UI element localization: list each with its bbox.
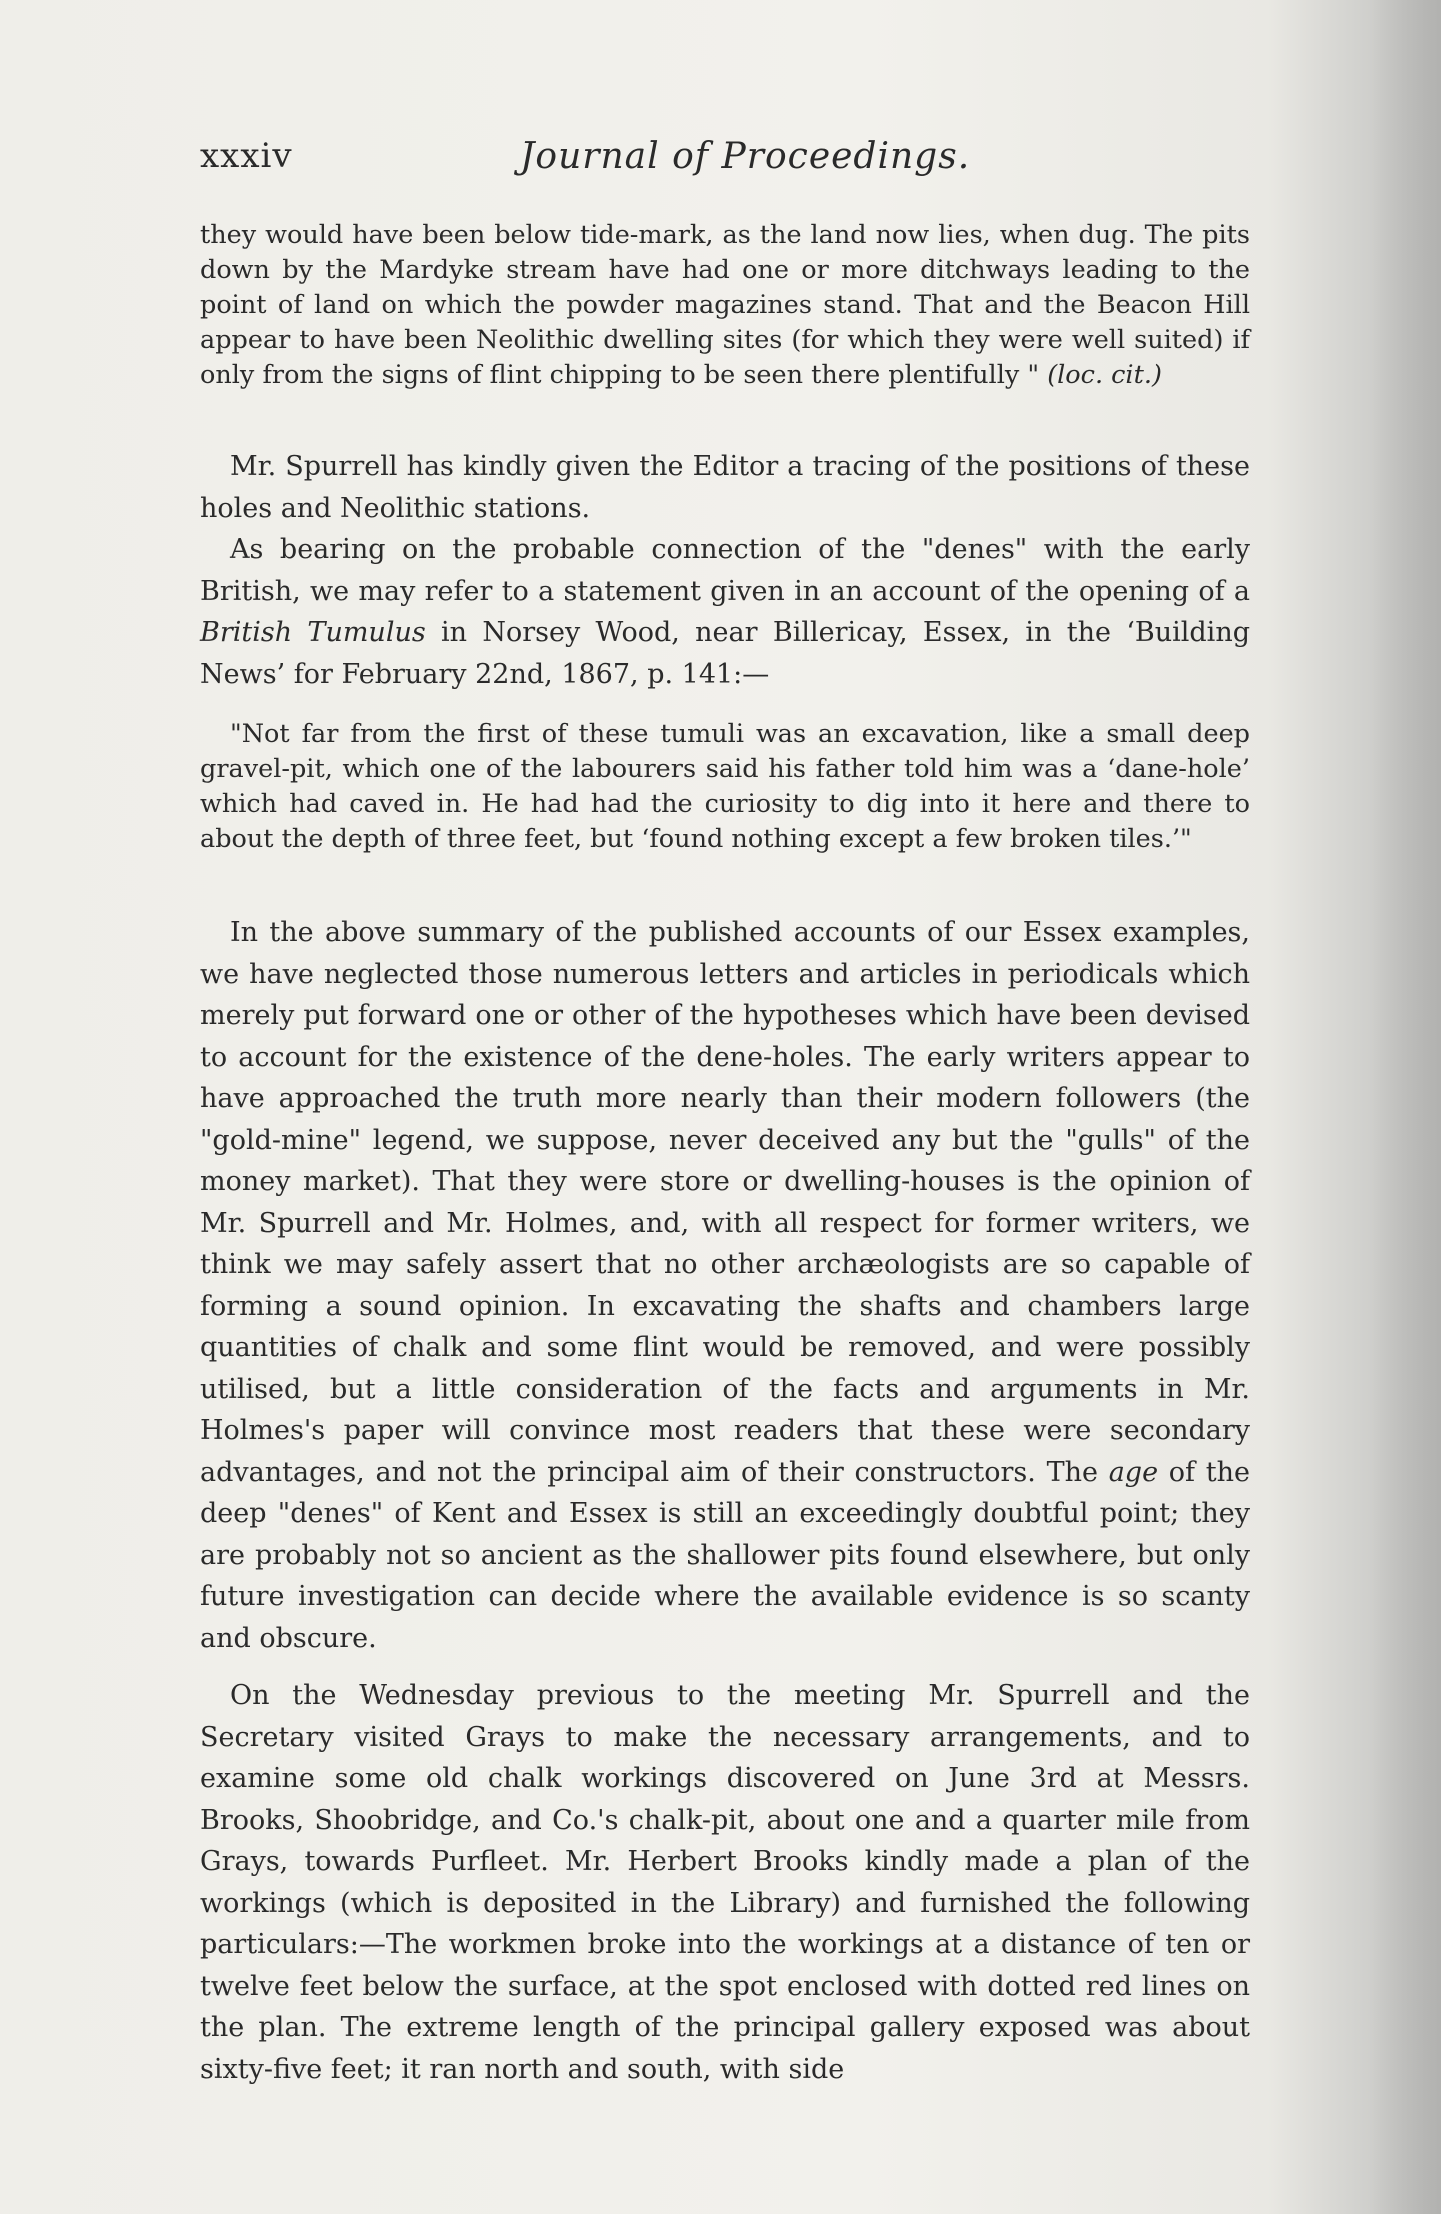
paragraph-text: they would have been below tide-mark, as the land now lies, when dug. The pits down by the Mardyke stream have had one or more ditchways leading to the point of land on which the powder magazines stand. That and the Beacon Hill appear to have been Neolithic dwelling sites (for which they were well suited) if only from the signs of flint chipping to be seen there plentifully " <box>200 220 1250 390</box>
paragraph-text: Mr. Spurrell has kindly given the Editor a tracing of the positions of these holes and Neolithic stations. <box>200 451 1250 524</box>
paragraph-tracing <box>200 446 1250 529</box>
page-edge-shadow <box>1371 0 1441 2214</box>
paragraph-british <box>200 529 1250 695</box>
paragraph-summary <box>200 912 1250 1659</box>
block-quote <box>200 717 1250 857</box>
page-header <box>200 136 1250 186</box>
citation-italic: (loc. cit.) <box>1047 360 1162 390</box>
paragraph-wednesday-visit <box>200 1675 1250 2090</box>
page-number: xxxiv <box>200 136 293 176</box>
running-title: Journal of Proceedings. <box>520 136 971 177</box>
paragraph-text: As bearing on the probable connection of the "denes" with the early British, we may refer to a statement given in an account of the opening of a <box>200 534 1250 607</box>
paragraph-text: On the Wednesday previous to the meeting Mr. Spurrell and the Secretary visited Grays to make the necessary arrangements, and to examine some old chalk workings discovered on June 3rd at Messrs. Brooks, Shoobridge, and Co.'s chalk-pit, about one and a quarter mile from Grays, towards Purfleet. Mr. Herbert Brooks kindly made a plan of the workings (which is deposited in the Library) and furnished the following particulars:—The workmen broke into the workings at a distance of ten or twelve feet below the surface, at the spot enclosed with dotted red lines on the plan. The extreme length of the principal gallery exposed was about sixty-five feet; it ran north and south, with side <box>200 1680 1250 2085</box>
paragraph-text: In the above summary of the published accounts of our Essex examples, we have neglected those numerous letters and articles in periodicals which merely put forward one or other of the hypotheses which have been devised to account for the existence of the dene-holes. The early writers appear to have approached the truth more nearly than their modern followers (the "gold-mine" legend, we suppose, never deceived any but the "gulls" of the money market). That they were store or dwelling-houses is the opinion of Mr. Spurrell and Mr. Holmes, and, with all respect for former writers, we think we may safely assert that no other archæologists are so capable of forming a sound opinion. In excavating the shafts and chambers large quantities of chalk and some flint would be removed, and were possibly utilised, but a little consideration of the facts and arguments in Mr. Holmes's paper will convince most readers that these were secondary advantages, and not the principal aim of their constructors. The <box>200 917 1250 1488</box>
quote-text: "Not far from the first of these tumuli was an excavation, like a small deep gravel-pit, which one of the labourers said his father told him was a ‘dane-hole’ which had caved in. He had had the curiosity to dig into it here and there to about the depth of three feet, but ‘found nothing except a few broken tiles.’" <box>200 719 1250 854</box>
tumulus-italic: British Tumulus <box>200 617 426 648</box>
age-italic: age <box>1108 1456 1159 1488</box>
paragraph-text: of the deep "denes" of Kent and Essex is still an exceedingly doubtful point; they are probably not so ancient as the shallower pits found elsewhere, but only future investigation can decide where the available evidence is so scanty and obscure. <box>200 1456 1250 1654</box>
paragraph-text: in Norsey Wood, near Billericay, Essex, in the ‘Building News’ for February 22nd, 1867, p. 141:— <box>200 617 1250 690</box>
paragraph-quoted-continuation <box>200 218 1250 393</box>
